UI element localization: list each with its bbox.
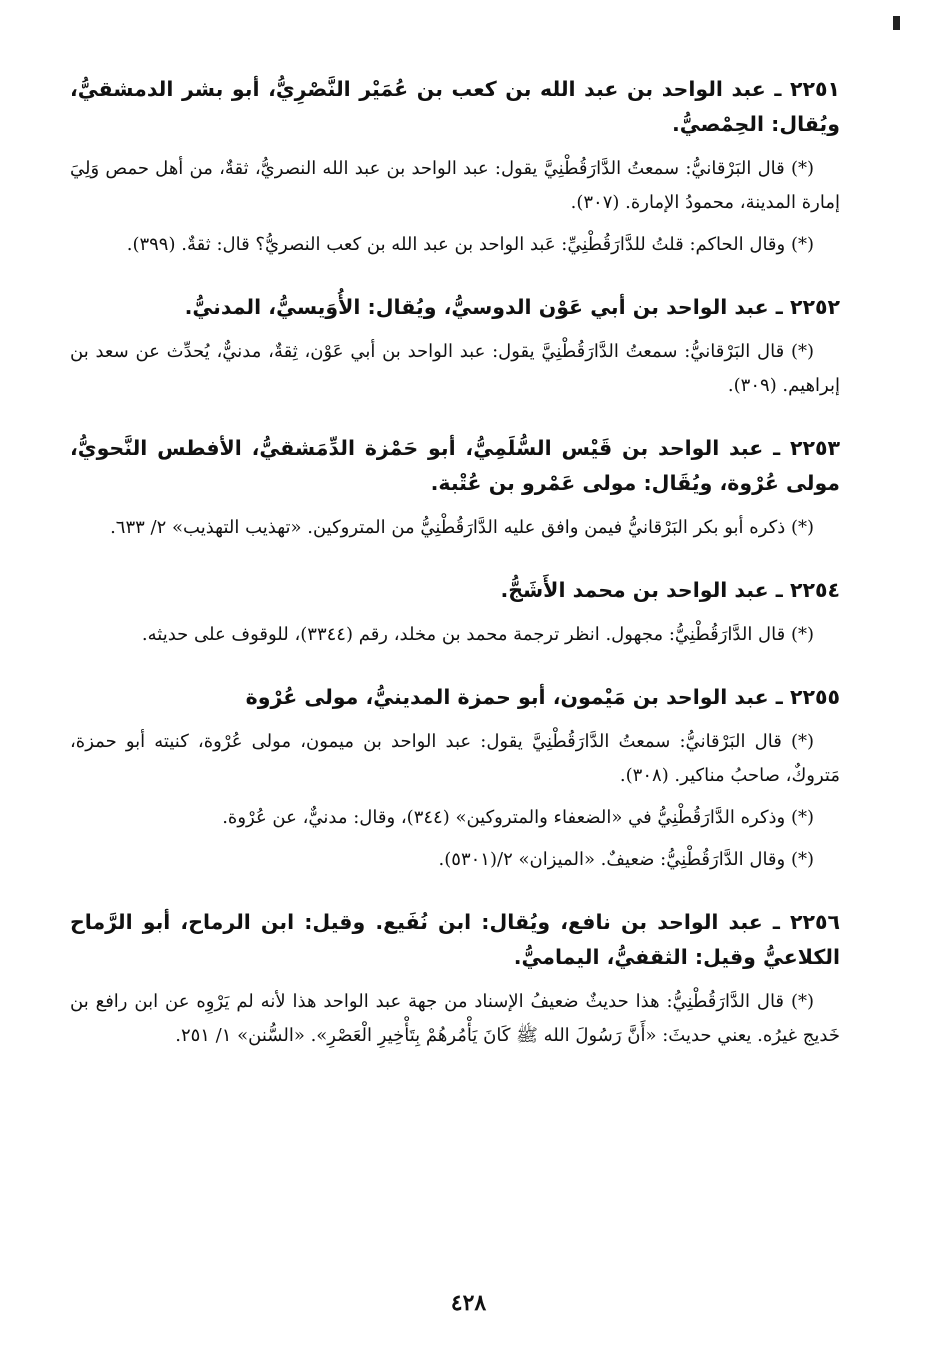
entry-paragraph: (*) قال البَرْقانيُّ: سمعتُ الدَّارَقُطْنِيَّ يقول: عبد الواحد بن ميمون، مولى عُرْوة، كنيته أبو حمزة، مَتروكٌ، صاحبُ مناكير. (٣٠٨). (70, 731, 840, 786)
entry-2254 (70, 573, 840, 652)
entry-2252 (70, 290, 840, 403)
entry-2253 (70, 431, 840, 545)
entry-paragraph: (*) وذكره الدَّارَقُطْنِيُّ في «الضعفاء والمتروكين» (٣٤٤)، وقال: مدنيٌّ، عن عُرْوة. (222, 807, 814, 828)
entry-title: ٢٢٥١ ـ عبد الواحد بن عبد الله بن كعب بن عُمَيْر النَّصْرِيُّ، أبو بشر الدمشقيُّ، ويُقال: الحِمْصيُّ. (70, 77, 840, 136)
entry-paragraph: (*) وقال الحاكم: قلتُ للدَّارَقُطْنِيِّ: عَبد الواحد بن عبد الله بن كعب النصريُّ؟ قال: ثقةٌ. (٣٩٩). (126, 234, 814, 255)
page-body (70, 72, 840, 1081)
entry-paragraph: (*) قال البَرْقانيُّ: سمعتُ الدَّارَقُطْنِيَّ يقول: عبد الواحد بن عبد الله النصريُّ، ثقةٌ، من أهل حمص وَلِيَ إمارة المدينة، محمودُ الإمارة. (٣٠٧). (70, 158, 840, 213)
entry-paragraph: (*) قال الدَّارَقُطْنِيُّ: هذا حديثٌ ضعيفُ الإسناد من جهة عبد الواحد هذا لأنه لم يَرْوِه عن ابن رافع بن خَديج غيرُه. يعني حديثَ: «أَنَّ رَسُولَ الله ﷺ كَانَ يَأْمُرهُمْ بِتَأْخِيرِ الْعَصْرِ». «السُّنن» ١/ ٢٥١. (70, 991, 840, 1046)
entry-2255 (70, 680, 840, 877)
entry-2251 (70, 72, 840, 262)
entry-paragraph: (*) قال الدَّارَقُطْنِيُّ: مجهول. انظر ترجمة محمد بن مخلد، رقم (٣٣٤٤)، للوقوف على حديثه. (141, 624, 814, 645)
entry-title: ٢٢٥٣ ـ عبد الواحد بن قَيْس السُّلَمِيُّ، أبو حَمْزة الدِّمَشقيُّ، الأفطس النَّحويُّ، مولى عُرْوة، ويُقَال: مولى عَمْرو بن عُتْبة. (70, 436, 840, 495)
entry-title: ٢٢٥٢ ـ عبد الواحد بن أبي عَوْن الدوسيُّ، ويُقال: الأُوَيسيُّ، المدنيُّ. (184, 295, 840, 319)
entry-paragraph: (*) ذكره أبو بكر البَرْقانيُّ فيمن وافق عليه الدَّارَقُطْنِيُّ من المتروكين. «تهذيب التهذيب» ٢/ ٦٣٣. (110, 517, 814, 538)
entry-paragraph: (*) قال البَرْقانيُّ: سمعتُ الدَّارَقُطْنِيَّ يقول: عبد الواحد بن أبي عَوْن، ثِقةٌ، مدنيٌّ، يُحدِّث عن سعد بن إبراهيم. (٣٠٩). (70, 341, 840, 396)
entry-paragraph: (*) وقال الدَّارَقُطْنِيُّ: ضعيفٌ. «الميزان» ٢/(٥٣٠١). (438, 849, 814, 870)
entry-title: ٢٢٥٤ ـ عبد الواحد بن محمد الأَشَجُّ. (500, 578, 840, 602)
entry-2256 (70, 905, 840, 1053)
entry-title: ٢٢٥٦ ـ عبد الواحد بن نافع، ويُقال: ابن نُفَيع. وقيل: ابن الرماح، أبو الرَّماح الكلاعيُّ وقيل: الثقفيُّ، اليماميُّ. (70, 910, 840, 969)
entry-title: ٢٢٥٥ ـ عبد الواحد بن مَيْمون، أبو حمزة المدينيُّ، مولى عُرْوة (245, 685, 840, 709)
scan-mark (893, 16, 900, 30)
page-number: ٤٢٨ (450, 1290, 487, 1316)
